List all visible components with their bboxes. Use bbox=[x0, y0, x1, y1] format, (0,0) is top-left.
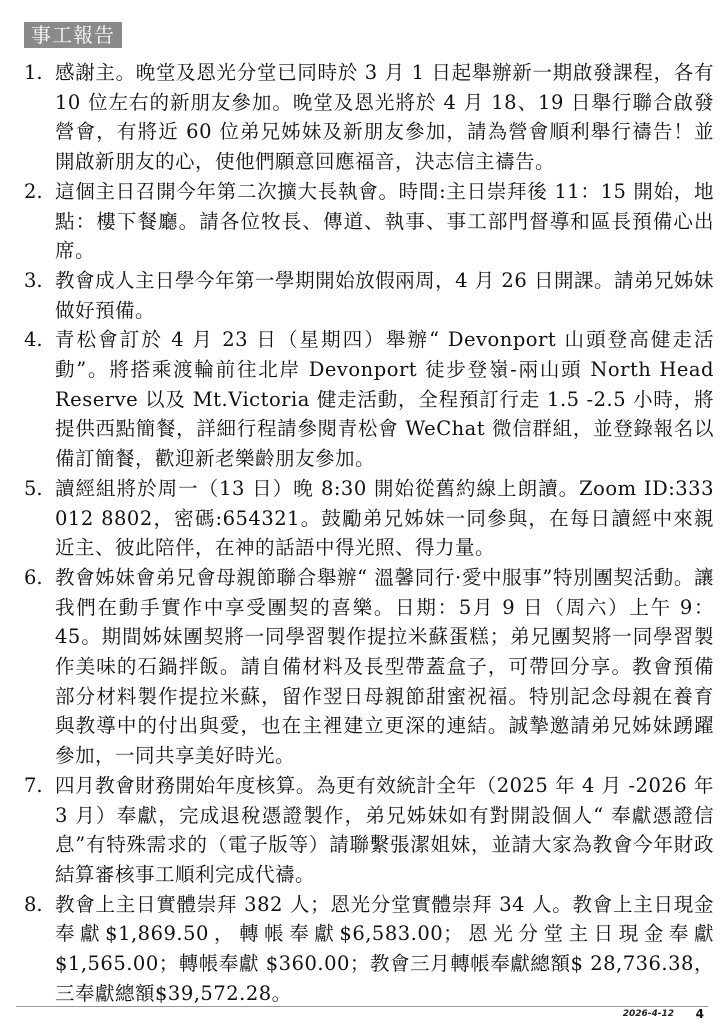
item-text: 青松會訂於 4 月 23 日（星期四）舉辦“ Devonport 山頭登高健走活動”。將搭乘渡輪前往北岸 Devonport 徒步登嶺-兩山頭 North Head Reserve 以及 Mt.Victoria 健走活動，全程預訂行走 1.5 -2.5 小時，將提供西點簡餐，詳細行程請參閱青松會 WeChat 微信群組，並登錄報名以備訂簡餐，歡迎新老樂齡朋友參加。 bbox=[55, 328, 714, 471]
item-number: 4. bbox=[24, 328, 43, 352]
item-text: 這個主日召開今年第二次擴大長執會。時間:主日崇拜後 11：15 開始，地點：樓下餐廳。請各位牧長、傳道、執事、事工部門督導和區長預備心出席。 bbox=[55, 179, 714, 263]
list-item bbox=[24, 890, 714, 1009]
list-item bbox=[24, 58, 714, 177]
item-text: 感謝主。晚堂及恩光分堂已同時於 3 月 1 日起舉辦新一期啟發課程，各有 10 位左右的新朋友參加。晚堂及恩光將於 4 月 18、19 日舉行聯合啟發營會，有將近 60 位弟兄姊妹及新朋友參加，請為營會順利舉行禱告！並開啟新朋友的心，使他們願意回應福音，決志信主禱告。 bbox=[55, 61, 714, 174]
footer-divider bbox=[16, 1006, 708, 1007]
page-number: 4 bbox=[695, 1007, 704, 1021]
item-number: 8. bbox=[24, 892, 43, 916]
list-item bbox=[24, 563, 714, 771]
list-item bbox=[24, 177, 714, 266]
item-number: 2. bbox=[24, 179, 43, 203]
list-item bbox=[24, 771, 714, 890]
item-number: 1. bbox=[24, 61, 43, 84]
list-item bbox=[24, 325, 714, 474]
item-text: 教會成人主日學今年第一學期開始放假兩周，4 月 26 日開課。請弟兄姊妹做好預備。 bbox=[55, 268, 714, 322]
item-number: 3. bbox=[24, 268, 43, 292]
item-text: 教會姊妹會弟兄會母親節聯合舉辦“ 溫馨同行·愛中服事”特別團契活動。讓我們在動手實作中享受團契的喜樂。日期：5月 9 日（周六）上午 9：45。期間姊妹團契將一同學習製作提拉米蘇蛋糕；弟兄團契將一同學習製作美味的石鍋拌飯。請自備材料及長型帶蓋盒子，可帶回分享。教會預備部分材料製作提拉米蘇，留作翌日母親節甜蜜祝福。特別記念母親在養育與教導中的付出與愛，也在主裡建立更深的連結。誠摯邀請弟兄姊妹踴躍參加，一同共享美好時光。 bbox=[55, 565, 714, 768]
footer-date: 2026-4-12 bbox=[622, 1009, 674, 1019]
list-item bbox=[24, 474, 714, 563]
item-text: 教會上主日實體崇拜 382 人；恩光分堂實體崇拜 34 人。教會上主日現金奉獻$1,869.50，轉帳奉獻$6,583.00；恩光分堂主日現金奉獻 $1,565.00；轉帳奉獻 $360.00；教會三月轉帳奉獻總額$ 28,736.38，三奉獻總額$39,572.28。 bbox=[55, 892, 714, 1005]
item-text: 四月教會財務開始年度核算。為更有效統計全年（2025 年 4 月 -2026 年 3 月）奉獻，完成退稅憑證製作，弟兄姊妹如有對開設個人“ 奉獻憑證信息”有特殊需求的（電子版等）請聯繫張潔姐妹，並請大家為教會今年財政結算審核事工順利完成代禱。 bbox=[55, 773, 714, 886]
item-text: 讀經組將於周一（13 日）晚 8:30 開始從舊約線上朗讀。Zoom ID:333 012 8802，密碼:654321。鼓勵弟兄姊妹一同參與，在每日讀經中來親近主、彼此陪伴，在神的話語中得光照、得力量。 bbox=[55, 476, 714, 560]
item-number: 5. bbox=[24, 476, 43, 500]
item-number: 7. bbox=[24, 773, 43, 797]
list-item bbox=[24, 266, 714, 325]
section-title: 事工報告 bbox=[24, 22, 122, 48]
item-number: 6. bbox=[24, 565, 43, 589]
report-list bbox=[24, 58, 714, 1009]
